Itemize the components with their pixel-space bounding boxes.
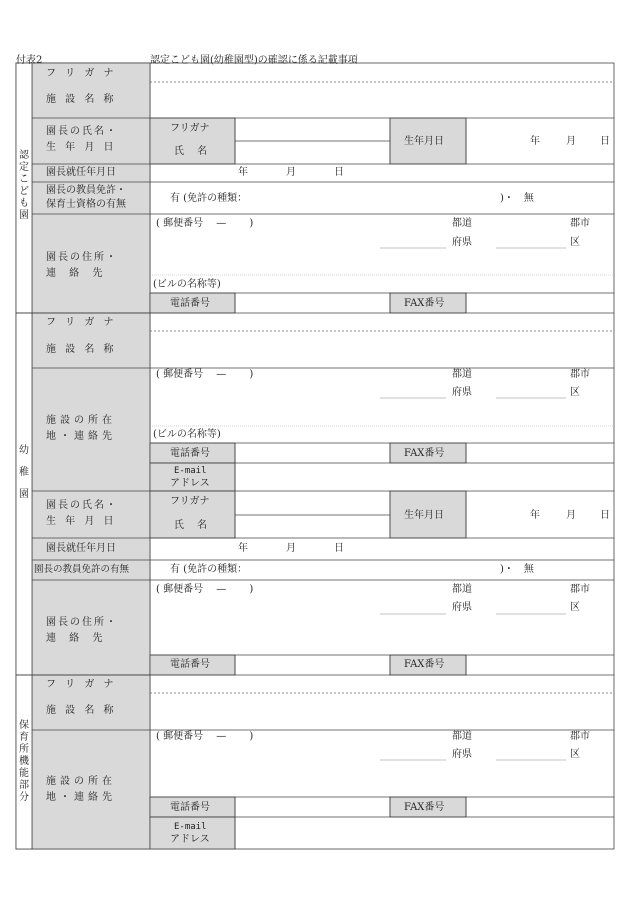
label-license-2: 保育士資格の有無	[46, 199, 126, 210]
label-tel: 電話番号	[170, 298, 210, 309]
label-director-name: 園長の氏名・	[46, 500, 118, 511]
building-name: (ビルの名称等)	[153, 279, 221, 290]
form-ref: 付表2	[16, 55, 43, 66]
label-director-birth: 生 年 月 日	[46, 142, 117, 153]
label-shimei: 氏 名	[174, 146, 208, 157]
city-ku: 区	[570, 749, 580, 760]
label-furigana: フ リ ガ ナ	[46, 679, 117, 690]
month-unit: 月	[286, 543, 296, 554]
label-facility-address-1: 施設の所在	[46, 415, 116, 426]
label-facility-address-1: 施設の所在	[46, 776, 116, 787]
label-shimei: 氏 名	[174, 520, 208, 531]
label-facility-name: 施 設 名 称	[46, 344, 117, 355]
section-hoiku-label: 保育所機能部分	[19, 720, 29, 803]
label-birthdate: 生年月日	[404, 510, 444, 521]
city-gunshi: 郡市	[570, 731, 590, 742]
city-ku: 区	[570, 237, 580, 248]
label-fax: FAX番号	[404, 448, 445, 459]
prefecture-fu-ken: 府県	[452, 237, 472, 248]
building-name: (ビルの名称等)	[153, 429, 221, 440]
city-gunshi: 郡市	[570, 584, 590, 595]
section-youchien-label: 幼稚園	[19, 445, 29, 500]
license-has: 有 (免許の種類：	[170, 564, 248, 575]
label-tel: 電話番号	[170, 802, 210, 813]
label-furigana: フ リ ガ ナ	[46, 317, 117, 328]
postal-code: ( 郵便番号 — )	[156, 369, 254, 380]
day-unit: 日	[600, 510, 610, 521]
label-tel: 電話番号	[170, 448, 210, 459]
label-director-address-1: 園長の住所・	[46, 252, 118, 263]
year-unit: 年	[530, 510, 540, 521]
prefecture-to-do: 都道	[452, 369, 472, 380]
label-furigana-small: フリガナ	[170, 123, 210, 134]
label-director-address-2: 連 絡 先	[46, 268, 103, 279]
prefecture-fu-ken: 府県	[452, 602, 472, 613]
prefecture-to-do: 都道	[452, 731, 472, 742]
day-unit: 日	[334, 543, 344, 554]
day-unit: 日	[334, 167, 344, 178]
label-appointment-date: 園長就任年月日	[46, 167, 116, 178]
label-furigana-small: フリガナ	[170, 496, 210, 507]
postal-code: ( 郵便番号 — )	[156, 218, 254, 229]
city-gunshi: 郡市	[570, 369, 590, 380]
year-unit: 年	[238, 167, 248, 178]
prefecture-fu-ken: 府県	[452, 749, 472, 760]
label-facility-address-2: 地・連絡先	[46, 792, 116, 803]
label-email-1: E-mail	[174, 822, 207, 832]
prefecture-to-do: 都道	[452, 218, 472, 229]
postal-code: ( 郵便番号 — )	[156, 731, 254, 742]
label-license-1: 園長の教員免許・	[46, 185, 126, 196]
label-director-name: 園長の氏名・	[46, 126, 118, 137]
label-director-birth: 生 年 月 日	[46, 516, 117, 527]
label-fax: FAX番号	[404, 802, 445, 813]
label-tel: 電話番号	[170, 659, 210, 670]
label-fax: FAX番号	[404, 298, 445, 309]
year-unit: 年	[238, 543, 248, 554]
label-furigana: フ リ ガ ナ	[46, 68, 117, 79]
section-nintei-label: 認定こども園	[19, 150, 29, 221]
label-license-youchien: 園長の教員免許の有無	[34, 564, 130, 575]
label-appointment-date: 園長就任年月日	[46, 543, 116, 554]
label-email-2: アドレス	[170, 478, 210, 489]
license-none: )・ 無	[500, 193, 534, 204]
postal-code: ( 郵便番号 — )	[156, 584, 254, 595]
month-unit: 月	[566, 510, 576, 521]
label-director-address-2: 連 絡 先	[46, 633, 103, 644]
form-title: 認定こども園(幼稚園型)の確認に係る記載事項	[150, 55, 358, 66]
label-director-address-1: 園長の住所・	[46, 617, 118, 628]
month-unit: 月	[286, 167, 296, 178]
label-email-1: E-mail	[174, 466, 207, 476]
label-facility-address-2: 地・連絡先	[46, 431, 116, 442]
prefecture-fu-ken: 府県	[452, 387, 472, 398]
label-birthdate: 生年月日	[404, 136, 444, 147]
label-email-2: アドレス	[170, 834, 210, 845]
day-unit: 日	[600, 136, 610, 147]
license-none: )・ 無	[500, 564, 534, 575]
year-unit: 年	[530, 136, 540, 147]
label-facility-name: 施 設 名 称	[46, 705, 117, 716]
label-facility-name: 施 設 名 称	[46, 94, 117, 105]
city-ku: 区	[570, 602, 580, 613]
label-fax: FAX番号	[404, 659, 445, 670]
prefecture-to-do: 都道	[452, 584, 472, 595]
city-gunshi: 郡市	[570, 218, 590, 229]
city-ku: 区	[570, 387, 580, 398]
license-has: 有 (免許の種類：	[170, 193, 248, 204]
month-unit: 月	[566, 136, 576, 147]
